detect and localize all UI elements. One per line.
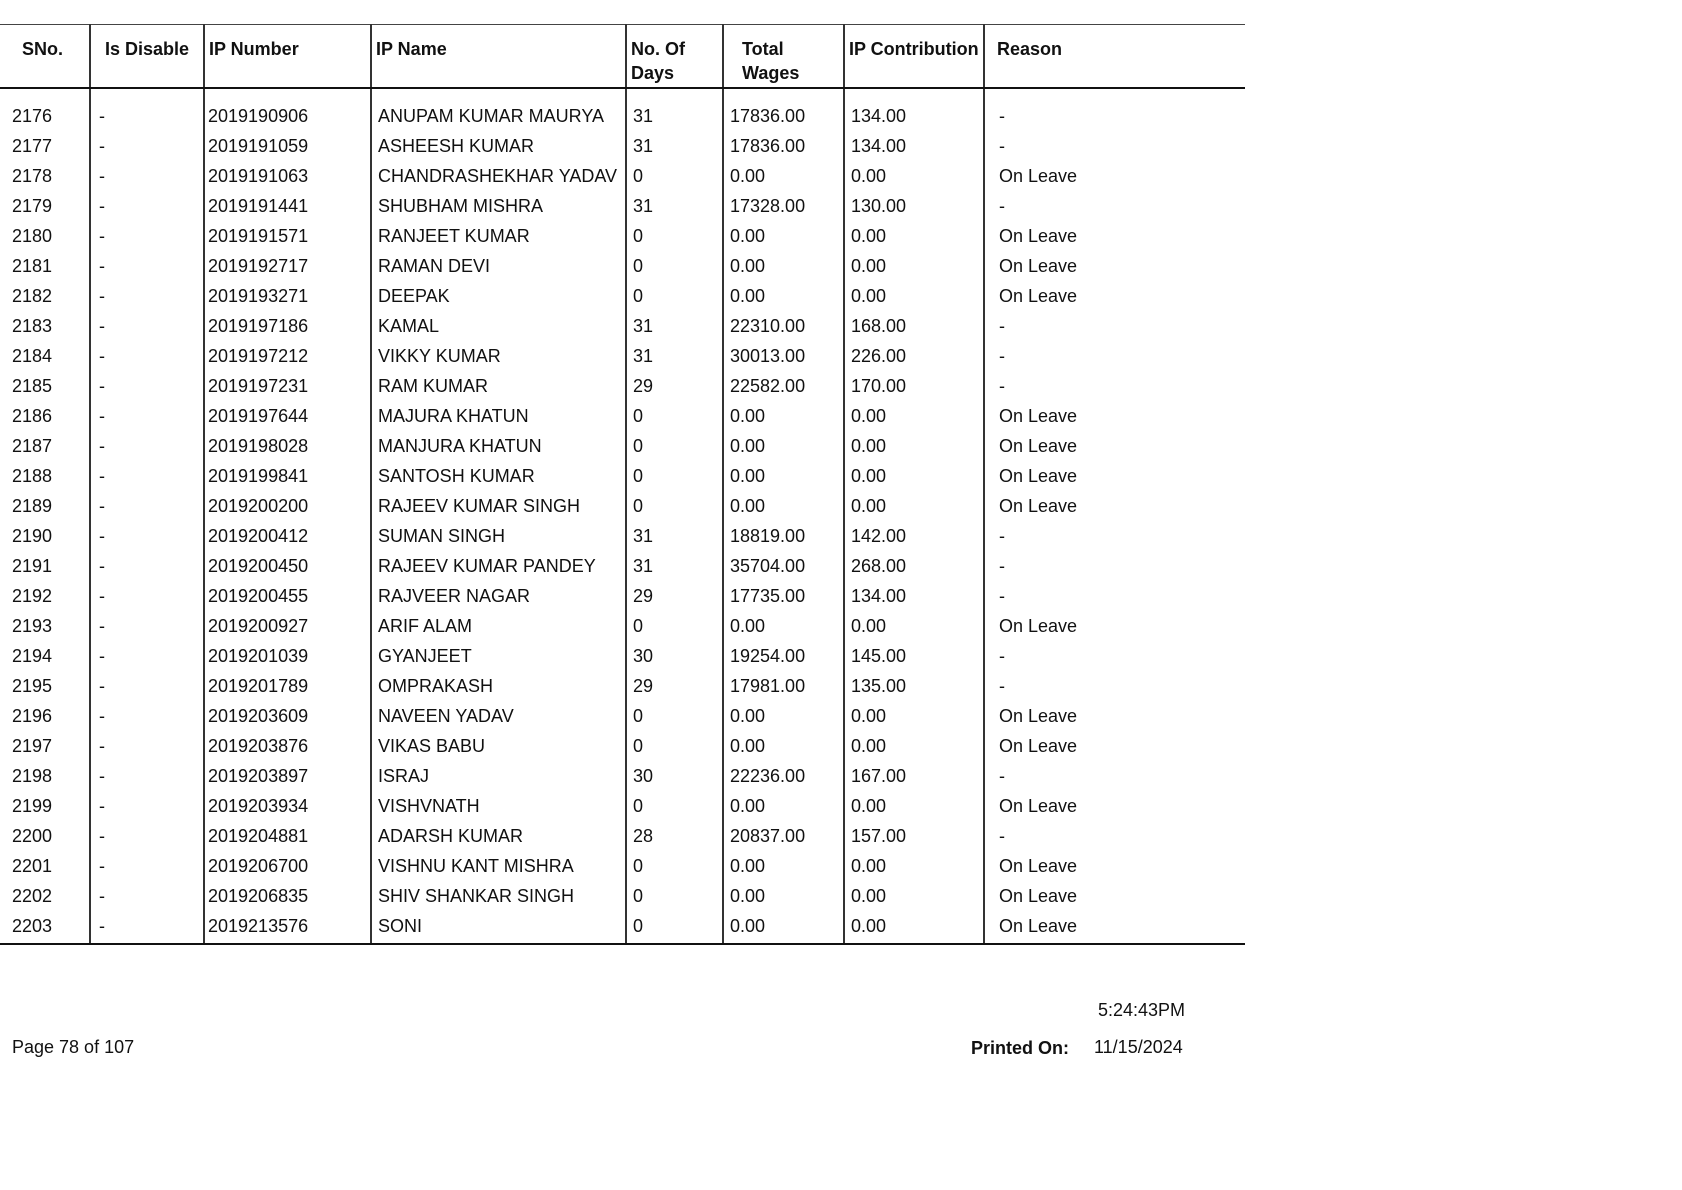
cell-ip-number: 2019191059 xyxy=(204,133,371,163)
cell-total-wages: 17328.00 xyxy=(723,193,844,223)
cell-ip-name: SANTOSH KUMAR xyxy=(371,463,626,493)
cell-ip-name: RAMAN DEVI xyxy=(371,253,626,283)
cell-reason: On Leave xyxy=(984,283,1245,313)
cell-ip-contribution: 0.00 xyxy=(844,733,984,763)
cell-ip-contribution: 0.00 xyxy=(844,403,984,433)
cell-days: 0 xyxy=(626,253,723,283)
cell-days: 31 xyxy=(626,133,723,163)
table-row xyxy=(0,883,1245,913)
cell-days: 30 xyxy=(626,763,723,793)
cell-ip-name: SHUBHAM MISHRA xyxy=(371,193,626,223)
cell-ip-name: RAJVEER NAGAR xyxy=(371,583,626,613)
printed-on-label: Printed On: xyxy=(971,1038,1069,1058)
column-header-reason: Reason xyxy=(984,25,1245,89)
cell-reason: - xyxy=(984,193,1245,223)
cell-ip-name: RANJEET KUMAR xyxy=(371,223,626,253)
cell-ip-name: SHIV SHANKAR SINGH xyxy=(371,883,626,913)
cell-sno: 2187 xyxy=(12,436,53,456)
cell-ip-number: 2019206835 xyxy=(204,883,371,913)
cell-sno: 2196 xyxy=(12,706,53,726)
cell-is-disable: - xyxy=(90,163,204,193)
cell-total-wages: 0.00 xyxy=(723,733,844,763)
cell-total-wages: 0.00 xyxy=(723,253,844,283)
cell-ip-contribution: 0.00 xyxy=(844,703,984,733)
cell-ip-contribution: 145.00 xyxy=(844,643,984,673)
cell-ip-contribution: 135.00 xyxy=(844,673,984,703)
cell-ip-number: 2019193271 xyxy=(204,283,371,313)
cell-ip-contribution: 130.00 xyxy=(844,193,984,223)
cell-ip-number: 2019206700 xyxy=(204,853,371,883)
cell-sno: 2182 xyxy=(12,286,53,306)
cell-is-disable: - xyxy=(90,913,204,944)
cell-sno: 2184 xyxy=(12,346,53,366)
cell-reason: - xyxy=(984,583,1245,613)
cell-days: 0 xyxy=(626,163,723,193)
cell-ip-contribution: 0.00 xyxy=(844,283,984,313)
table-row xyxy=(0,163,1245,193)
cell-reason: On Leave xyxy=(984,403,1245,433)
cell-total-wages: 0.00 xyxy=(723,283,844,313)
cell-ip-number: 2019203609 xyxy=(204,703,371,733)
table-row xyxy=(0,253,1245,283)
column-header-ip-name: IP Name xyxy=(371,25,626,89)
cell-reason: On Leave xyxy=(984,613,1245,643)
cell-days: 0 xyxy=(626,463,723,493)
cell-total-wages: 22582.00 xyxy=(723,373,844,403)
cell-days: 29 xyxy=(626,583,723,613)
cell-reason: - xyxy=(984,763,1245,793)
cell-total-wages: 0.00 xyxy=(723,223,844,253)
cell-total-wages: 30013.00 xyxy=(723,343,844,373)
cell-ip-name: CHANDRASHEKHAR YADAV xyxy=(371,163,626,193)
cell-ip-contribution: 0.00 xyxy=(844,793,984,823)
cell-ip-contribution: 0.00 xyxy=(844,163,984,193)
cell-reason: On Leave xyxy=(984,493,1245,523)
cell-is-disable: - xyxy=(90,583,204,613)
cell-is-disable: - xyxy=(90,523,204,553)
cell-ip-name: KAMAL xyxy=(371,313,626,343)
cell-reason: - xyxy=(984,643,1245,673)
cell-ip-number: 2019200450 xyxy=(204,553,371,583)
table-header-row xyxy=(0,25,1245,89)
cell-is-disable: - xyxy=(90,433,204,463)
cell-reason: - xyxy=(984,133,1245,163)
cell-ip-name: SONI xyxy=(371,913,626,944)
spacer-cell xyxy=(844,88,984,103)
cell-ip-number: 2019201039 xyxy=(204,643,371,673)
cell-is-disable: - xyxy=(90,373,204,403)
spacer-cell xyxy=(204,88,371,103)
column-header-days: No. Of Days xyxy=(626,25,723,89)
cell-ip-name: MANJURA KHATUN xyxy=(371,433,626,463)
cell-is-disable: - xyxy=(90,463,204,493)
cell-reason: On Leave xyxy=(984,733,1245,763)
cell-ip-number: 2019200455 xyxy=(204,583,371,613)
cell-ip-number: 2019191063 xyxy=(204,163,371,193)
cell-ip-contribution: 0.00 xyxy=(844,913,984,944)
cell-total-wages: 0.00 xyxy=(723,403,844,433)
cell-sno: 2181 xyxy=(12,256,53,276)
cell-is-disable: - xyxy=(90,553,204,583)
cell-ip-number: 2019191441 xyxy=(204,193,371,223)
cell-is-disable: - xyxy=(90,853,204,883)
cell-is-disable: - xyxy=(90,823,204,853)
table-row xyxy=(0,553,1245,583)
cell-reason: On Leave xyxy=(984,793,1245,823)
cell-ip-number: 2019190906 xyxy=(204,103,371,133)
printed-date: 11/15/2024 xyxy=(1094,1037,1183,1057)
cell-ip-name: RAJEEV KUMAR PANDEY xyxy=(371,553,626,583)
cell-days: 0 xyxy=(626,793,723,823)
cell-total-wages: 0.00 xyxy=(723,433,844,463)
table-row xyxy=(0,643,1245,673)
cell-is-disable: - xyxy=(90,193,204,223)
table-row xyxy=(0,673,1245,703)
cell-days: 0 xyxy=(626,493,723,523)
cell-total-wages: 22236.00 xyxy=(723,763,844,793)
cell-ip-name: RAJEEV KUMAR SINGH xyxy=(371,493,626,523)
cell-sno: 2194 xyxy=(12,646,53,666)
cell-ip-number: 2019192717 xyxy=(204,253,371,283)
table-row xyxy=(0,433,1245,463)
column-header-is-disable: Is Disable xyxy=(90,25,204,89)
cell-is-disable: - xyxy=(90,493,204,523)
table-row xyxy=(0,613,1245,643)
cell-ip-contribution: 167.00 xyxy=(844,763,984,793)
cell-ip-number: 2019197231 xyxy=(204,373,371,403)
cell-is-disable: - xyxy=(90,733,204,763)
cell-sno: 2185 xyxy=(12,376,53,396)
cell-is-disable: - xyxy=(90,793,204,823)
cell-reason: On Leave xyxy=(984,913,1245,944)
cell-sno: 2192 xyxy=(12,586,53,606)
cell-ip-number: 2019204881 xyxy=(204,823,371,853)
cell-ip-number: 2019203876 xyxy=(204,733,371,763)
cell-ip-contribution: 142.00 xyxy=(844,523,984,553)
cell-ip-contribution: 0.00 xyxy=(844,493,984,523)
cell-total-wages: 19254.00 xyxy=(723,643,844,673)
cell-reason: On Leave xyxy=(984,853,1245,883)
cell-ip-number: 2019198028 xyxy=(204,433,371,463)
cell-ip-contribution: 0.00 xyxy=(844,433,984,463)
cell-sno: 2201 xyxy=(12,856,53,876)
column-header-total-wages: Total Wages xyxy=(723,25,844,89)
cell-days: 0 xyxy=(626,703,723,733)
cell-ip-contribution: 0.00 xyxy=(844,613,984,643)
cell-ip-number: 2019197212 xyxy=(204,343,371,373)
table-row xyxy=(0,343,1245,373)
cell-days: 0 xyxy=(626,223,723,253)
cell-sno: 2183 xyxy=(12,316,53,336)
cell-ip-name: MAJURA KHATUN xyxy=(371,403,626,433)
cell-sno: 2176 xyxy=(12,106,53,126)
cell-total-wages: 0.00 xyxy=(723,163,844,193)
cell-total-wages: 18819.00 xyxy=(723,523,844,553)
cell-total-wages: 17735.00 xyxy=(723,583,844,613)
cell-ip-number: 2019197186 xyxy=(204,313,371,343)
table-row xyxy=(0,223,1245,253)
cell-days: 31 xyxy=(626,523,723,553)
cell-total-wages: 17836.00 xyxy=(723,133,844,163)
cell-ip-contribution: 134.00 xyxy=(844,583,984,613)
table-spacer-row xyxy=(0,88,1245,103)
cell-sno: 2178 xyxy=(12,166,53,186)
cell-reason: - xyxy=(984,523,1245,553)
table-body xyxy=(0,88,1245,944)
cell-ip-contribution: 157.00 xyxy=(844,823,984,853)
cell-total-wages: 0.00 xyxy=(723,703,844,733)
table-row xyxy=(0,313,1245,343)
cell-ip-number: 2019203934 xyxy=(204,793,371,823)
cell-reason: - xyxy=(984,313,1245,343)
spacer-cell xyxy=(0,88,90,103)
table-row xyxy=(0,733,1245,763)
cell-total-wages: 0.00 xyxy=(723,793,844,823)
table-row xyxy=(0,493,1245,523)
cell-ip-name: GYANJEET xyxy=(371,643,626,673)
cell-days: 0 xyxy=(626,913,723,944)
cell-total-wages: 0.00 xyxy=(723,493,844,523)
cell-ip-number: 2019200412 xyxy=(204,523,371,553)
cell-sno: 2188 xyxy=(12,466,53,486)
cell-days: 31 xyxy=(626,193,723,223)
cell-ip-name: NAVEEN YADAV xyxy=(371,703,626,733)
cell-sno: 2199 xyxy=(12,796,53,816)
cell-reason: On Leave xyxy=(984,463,1245,493)
cell-ip-contribution: 226.00 xyxy=(844,343,984,373)
cell-ip-number: 2019197644 xyxy=(204,403,371,433)
spacer-cell xyxy=(90,88,204,103)
cell-ip-name: VIKAS BABU xyxy=(371,733,626,763)
spacer-cell xyxy=(723,88,844,103)
cell-days: 0 xyxy=(626,883,723,913)
cell-reason: On Leave xyxy=(984,223,1245,253)
cell-ip-name: ANUPAM KUMAR MAURYA xyxy=(371,103,626,133)
cell-sno: 2186 xyxy=(12,406,53,426)
cell-ip-contribution: 170.00 xyxy=(844,373,984,403)
cell-ip-contribution: 0.00 xyxy=(844,463,984,493)
cell-is-disable: - xyxy=(90,403,204,433)
table-row xyxy=(0,103,1245,133)
spacer-cell xyxy=(984,88,1245,103)
cell-ip-name: VIKKY KUMAR xyxy=(371,343,626,373)
table-row xyxy=(0,913,1245,944)
cell-ip-number: 2019200927 xyxy=(204,613,371,643)
cell-ip-name: OMPRAKASH xyxy=(371,673,626,703)
cell-total-wages: 20837.00 xyxy=(723,823,844,853)
cell-ip-name: VISHVNATH xyxy=(371,793,626,823)
cell-is-disable: - xyxy=(90,103,204,133)
column-header-sno: SNo. xyxy=(0,25,90,89)
cell-days: 29 xyxy=(626,673,723,703)
cell-ip-name: RAM KUMAR xyxy=(371,373,626,403)
cell-ip-contribution: 0.00 xyxy=(844,853,984,883)
table-row xyxy=(0,133,1245,163)
cell-sno: 2200 xyxy=(12,826,53,846)
cell-days: 31 xyxy=(626,553,723,583)
table-row xyxy=(0,523,1245,553)
table-row xyxy=(0,763,1245,793)
cell-sno: 2198 xyxy=(12,766,53,786)
cell-reason: - xyxy=(984,343,1245,373)
cell-sno: 2197 xyxy=(12,736,53,756)
column-header-ip-contribution: IP Contribution xyxy=(844,25,984,89)
cell-days: 30 xyxy=(626,643,723,673)
cell-total-wages: 35704.00 xyxy=(723,553,844,583)
cell-ip-contribution: 168.00 xyxy=(844,313,984,343)
cell-reason: - xyxy=(984,823,1245,853)
cell-ip-number: 2019191571 xyxy=(204,223,371,253)
cell-sno: 2191 xyxy=(12,556,53,576)
cell-sno: 2189 xyxy=(12,496,53,516)
cell-reason: On Leave xyxy=(984,163,1245,193)
cell-days: 28 xyxy=(626,823,723,853)
cell-ip-number: 2019201789 xyxy=(204,673,371,703)
cell-ip-name: ISRAJ xyxy=(371,763,626,793)
cell-is-disable: - xyxy=(90,223,204,253)
table-row xyxy=(0,463,1245,493)
cell-reason: On Leave xyxy=(984,883,1245,913)
cell-days: 0 xyxy=(626,283,723,313)
cell-days: 31 xyxy=(626,103,723,133)
table-row xyxy=(0,853,1245,883)
cell-ip-contribution: 0.00 xyxy=(844,253,984,283)
cell-days: 0 xyxy=(626,613,723,643)
cell-is-disable: - xyxy=(90,613,204,643)
cell-ip-name: VISHNU KANT MISHRA xyxy=(371,853,626,883)
table-row xyxy=(0,283,1245,313)
cell-ip-contribution: 268.00 xyxy=(844,553,984,583)
cell-total-wages: 22310.00 xyxy=(723,313,844,343)
page-number: Page 78 of 107 xyxy=(12,1037,135,1057)
cell-days: 0 xyxy=(626,433,723,463)
cell-is-disable: - xyxy=(90,673,204,703)
spacer-cell xyxy=(371,88,626,103)
cell-days: 0 xyxy=(626,733,723,763)
cell-ip-contribution: 134.00 xyxy=(844,103,984,133)
cell-reason: On Leave xyxy=(984,433,1245,463)
cell-is-disable: - xyxy=(90,283,204,313)
contribution-report xyxy=(0,24,1245,945)
printed-time: 5:24:43PM xyxy=(1098,1000,1186,1020)
cell-total-wages: 0.00 xyxy=(723,883,844,913)
table-row xyxy=(0,703,1245,733)
cell-ip-number: 2019203897 xyxy=(204,763,371,793)
table-row xyxy=(0,793,1245,823)
cell-reason: - xyxy=(984,553,1245,583)
cell-is-disable: - xyxy=(90,133,204,163)
cell-is-disable: - xyxy=(90,883,204,913)
cell-is-disable: - xyxy=(90,763,204,793)
cell-is-disable: - xyxy=(90,343,204,373)
cell-reason: On Leave xyxy=(984,253,1245,283)
cell-ip-name: ADARSH KUMAR xyxy=(371,823,626,853)
cell-sno: 2177 xyxy=(12,136,53,156)
cell-ip-number: 2019199841 xyxy=(204,463,371,493)
cell-total-wages: 0.00 xyxy=(723,853,844,883)
cell-reason: - xyxy=(984,673,1245,703)
cell-total-wages: 0.00 xyxy=(723,913,844,944)
cell-sno: 2195 xyxy=(12,676,53,696)
contribution-table xyxy=(0,24,1245,945)
cell-total-wages: 0.00 xyxy=(723,463,844,493)
cell-is-disable: - xyxy=(90,313,204,343)
column-header-ip-number: IP Number xyxy=(204,25,371,89)
table-row xyxy=(0,583,1245,613)
cell-sno: 2203 xyxy=(0,913,90,944)
table-row xyxy=(0,403,1245,433)
cell-total-wages: 17981.00 xyxy=(723,673,844,703)
cell-is-disable: - xyxy=(90,643,204,673)
cell-reason: On Leave xyxy=(984,703,1245,733)
cell-total-wages: 17836.00 xyxy=(723,103,844,133)
cell-days: 29 xyxy=(626,373,723,403)
cell-days: 31 xyxy=(626,313,723,343)
cell-ip-contribution: 0.00 xyxy=(844,883,984,913)
cell-total-wages: 0.00 xyxy=(723,613,844,643)
cell-days: 0 xyxy=(626,403,723,433)
cell-ip-name: DEEPAK xyxy=(371,283,626,313)
table-row xyxy=(0,823,1245,853)
cell-ip-contribution: 134.00 xyxy=(844,133,984,163)
cell-sno: 2190 xyxy=(12,526,53,546)
cell-ip-name: ARIF ALAM xyxy=(371,613,626,643)
cell-days: 31 xyxy=(626,343,723,373)
cell-ip-number: 2019200200 xyxy=(204,493,371,523)
cell-sno: 2193 xyxy=(12,616,53,636)
cell-days: 0 xyxy=(626,853,723,883)
cell-ip-name: SUMAN SINGH xyxy=(371,523,626,553)
cell-ip-name: ASHEESH KUMAR xyxy=(371,133,626,163)
table-row xyxy=(0,373,1245,403)
cell-sno: 2179 xyxy=(12,196,53,216)
cell-sno: 2202 xyxy=(12,886,53,906)
cell-ip-contribution: 0.00 xyxy=(844,223,984,253)
cell-reason: - xyxy=(984,373,1245,403)
spacer-cell xyxy=(626,88,723,103)
cell-is-disable: - xyxy=(90,253,204,283)
cell-sno: 2180 xyxy=(12,226,53,246)
table-row xyxy=(0,193,1245,223)
cell-ip-number: 2019213576 xyxy=(204,913,371,944)
cell-reason: - xyxy=(984,103,1245,133)
cell-is-disable: - xyxy=(90,703,204,733)
